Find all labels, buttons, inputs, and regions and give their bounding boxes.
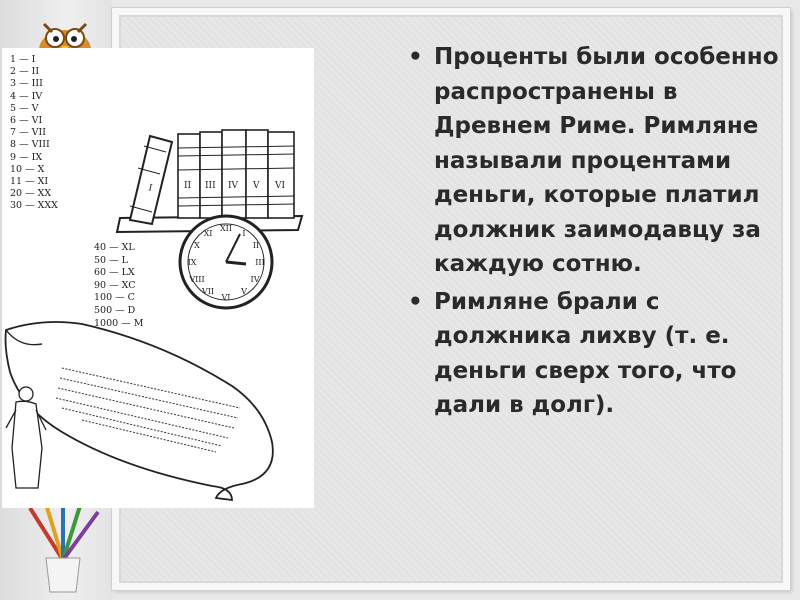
svg-text:I: I [242, 229, 246, 238]
numeral-entry: 60 — LX [94, 267, 135, 279]
book-label: V [253, 181, 260, 191]
bullet-list [400, 40, 785, 423]
svg-text:VI: VI [221, 293, 231, 302]
book-label: I [147, 183, 154, 194]
numeral-entry: 11 — XI [10, 176, 49, 188]
book-label: III [205, 181, 216, 191]
numeral-entry: 50 — L [94, 254, 128, 266]
bullet-text: Проценты были особенно распространены в Древнем Риме. Римляне называли процентами деньги, которые платил должник заимодавцу за каждую сотню. [434, 44, 779, 277]
numeral-entry: 8 — VIII [10, 139, 50, 151]
bullet-item [400, 40, 785, 282]
bullet-marker: • [408, 288, 423, 315]
bullet-marker: • [408, 44, 423, 70]
svg-text:XII: XII [219, 224, 233, 233]
numeral-entry: 20 — XX [10, 188, 52, 200]
numeral-entry: 90 — XC [94, 279, 136, 291]
numerals-list-right [94, 242, 143, 330]
numeral-entry: 7 — VII [10, 127, 46, 139]
numeral-entry: 3 — III [10, 78, 43, 90]
svg-text:XI: XI [203, 229, 213, 238]
svg-text:III: III [255, 258, 265, 267]
svg-text:VIII: VIII [189, 275, 205, 284]
numeral-entry: 10 — X [10, 163, 45, 175]
numeral-entry: 1000 — M [94, 317, 144, 329]
book-label: VI [275, 181, 286, 191]
svg-text:IV: IV [250, 275, 260, 284]
roman-numerals-illustration [2, 48, 314, 508]
numeral-entry: 1 — I [10, 54, 36, 65]
bullet-text: Римляне брали с должника лихву (т. е. деньги сверх того, что дали в долг). [434, 288, 737, 418]
pencil-cup-icon [18, 500, 108, 595]
numeral-entry: 6 — VI [10, 115, 43, 127]
numeral-entry: 2 — II [10, 66, 40, 78]
numeral-entry: 40 — XL [94, 242, 135, 253]
book-label: IV [228, 181, 239, 191]
numeral-entry: 100 — C [94, 292, 135, 304]
numeral-entry: 500 — D [94, 304, 136, 316]
svg-text:IX: IX [187, 258, 197, 267]
svg-text:X: X [194, 241, 200, 250]
numeral-entry: 4 — IV [10, 90, 43, 102]
numerals-list-left [10, 54, 58, 213]
numeral-entry: 9 — IX [10, 151, 43, 163]
numeral-entry: 5 — V [10, 102, 39, 114]
book-label: II [184, 181, 192, 191]
svg-text:V: V [241, 287, 247, 296]
svg-text:VII: VII [201, 287, 215, 296]
svg-text:II: II [252, 241, 260, 250]
numeral-entry: 30 — XXX [10, 200, 58, 212]
bullet-item [400, 285, 785, 423]
